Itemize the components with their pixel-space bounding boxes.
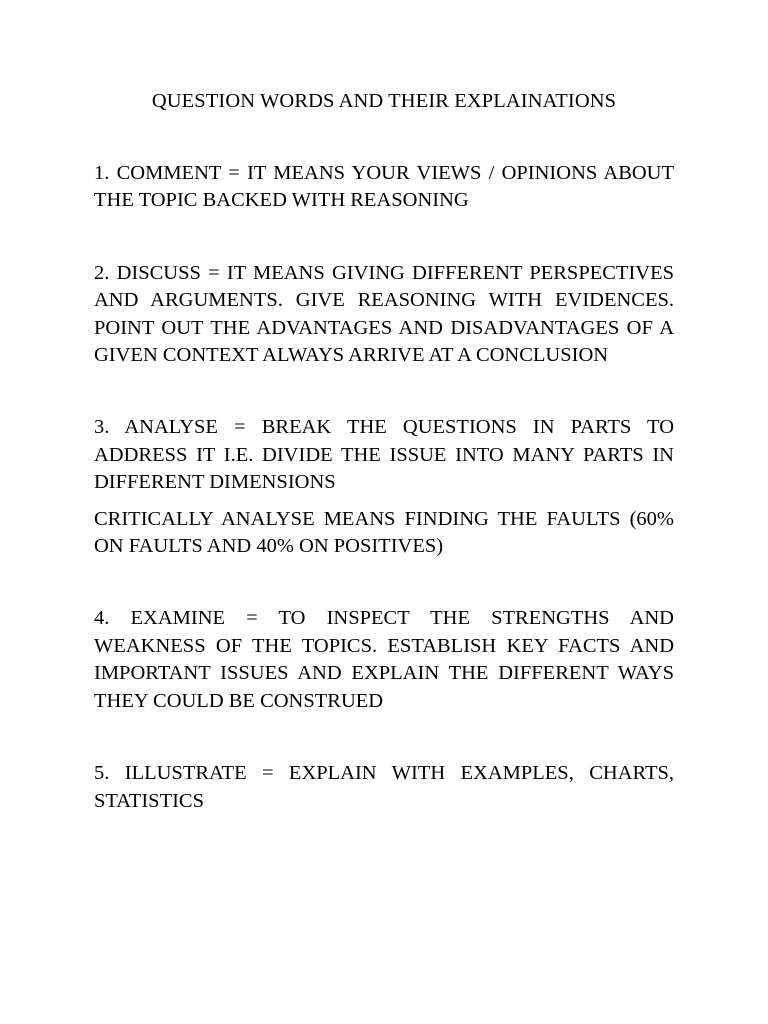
document-title: QUESTION WORDS AND THEIR EXPLAINATIONS <box>151 90 617 112</box>
paragraph-discuss: 2. DISCUSS = IT MEANS GIVING DIFFERENT PERSPECTIVES AND ARGUMENTS. GIVE REASONING WITH EVIDENCES. POINT OUT THE ADVANTAGES AND DISADVANTAGES OF A GIVEN CONTEXT ALWAYS ARRIVE AT A CONCLUSION <box>94 261 674 367</box>
paragraph-examine: 4. EXAMINE = TO INSPECT THE STRENGTHS AND WEAKNESS OF THE TOPICS. ESTABLISH KEY FACTS AND IMPORTANT ISSUES AND EXPLAIN THE DIFFERENT WAYS THEY COULD BE CONSTRUED <box>94 607 674 712</box>
paragraph-critically-analyse: CRITICALLY ANALYSE MEANS FINDING THE FAULTS (60% ON FAULTS AND 40% ON POSITIVES) <box>94 507 674 558</box>
paragraph-comment: 1. COMMENT = IT MEANS YOUR VIEWS / OPINIONS ABOUT THE TOPIC BACKED WITH REASONING <box>94 162 674 212</box>
document-page <box>94 88 674 815</box>
paragraph-illustrate: 5. ILLUSTRATE = EXPLAIN WITH EXAMPLES, CHARTS, STATISTICS <box>94 762 674 812</box>
paragraph-analyse: 3. ANALYSE = BREAK THE QUESTIONS IN PARTS TO ADDRESS IT I.E. DIVIDE THE ISSUE INTO MANY PARTS IN DIFFERENT DIMENSIONS <box>94 416 674 494</box>
